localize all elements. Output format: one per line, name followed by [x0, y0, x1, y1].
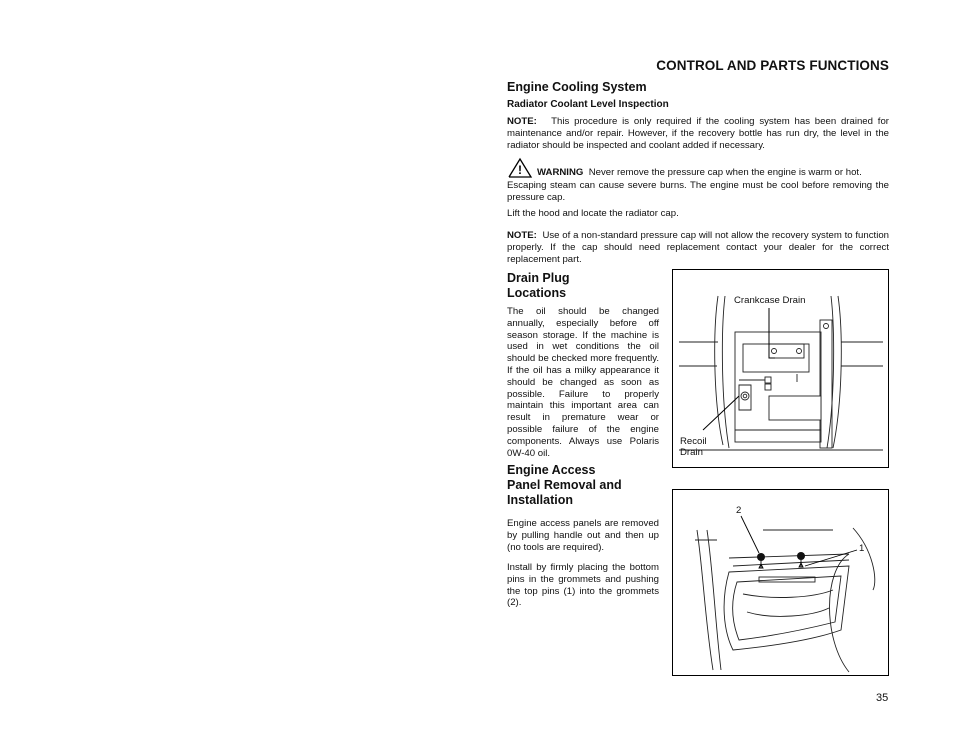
access-panel-drawing [673, 490, 888, 675]
access-heading [507, 463, 622, 508]
svg-text:!: ! [518, 163, 522, 177]
warning-text-rest: Escaping steam can cause severe burns. The engine must be cool before removing the pressure cap. [507, 180, 889, 203]
warning-text-line1: Never remove the pressure cap when the engine is warm or hot. [588, 167, 862, 178]
note1-text: This procedure is only required if the cooling system has been drained for maintenance and/or repair. However, if the recovery bottle has run dry, the level in the radiator should be inspected and coolant added if necessary. [507, 116, 889, 151]
drain-body: The oil should be changed annually, especially before off season storage. If the machine is used in wet conditions the oil should be checked more frequently. If the oil has a milky appearance it should be changed as soon as possible. Failure to properly maintain this important area can result in premature wear or possible failure of the engine components. Always use Polaris 0W-40 oil. [507, 306, 659, 459]
drain-figure [672, 269, 889, 468]
warning-triangle-icon [507, 157, 533, 179]
recoil-drain-label-line1: Recoil [680, 436, 707, 447]
callout-2: 2 [736, 505, 742, 516]
recoil-drain-label-line2: Drain [680, 447, 703, 458]
note2-label: NOTE: [507, 230, 537, 241]
access-para2: Install by firmly placing the bottom pins in the grommets and pushing the top pins (1) into the grommets (2). [507, 562, 659, 609]
cooling-heading: Engine Cooling System [507, 80, 647, 94]
note2-text: Use of a non-standard pressure cap will not allow the recovery system to function properly. If the cap should need replacement contact your dealer for the correct replacement part. [507, 230, 889, 265]
warning-label: WARNING [537, 167, 584, 178]
recoil-drain-label [680, 436, 707, 458]
access-para1: Engine access panels are removed by pulling handle out and then up (no tools are required). [507, 518, 659, 553]
page-number: 35 [876, 692, 889, 704]
note2-paragraph [507, 230, 889, 265]
note1-label: NOTE: [507, 116, 537, 127]
drain-heading [507, 271, 570, 301]
lift-hood-text: Lift the hood and locate the radiator cap. [507, 208, 679, 219]
drain-heading-line2: Locations [507, 286, 567, 300]
callout-1: 1 [859, 543, 865, 554]
access-heading-line2: Panel Removal and [507, 478, 622, 492]
section-title: CONTROL AND PARTS FUNCTIONS [656, 58, 889, 73]
note1-paragraph [507, 116, 889, 151]
cooling-subheading: Radiator Coolant Level Inspection [507, 99, 669, 110]
drain-heading-line1: Drain Plug [507, 271, 570, 285]
crankcase-drain-label: Crankcase Drain [734, 295, 806, 306]
access-heading-line1: Engine Access [507, 463, 596, 477]
access-panel-figure [672, 489, 889, 676]
access-heading-line3: Installation [507, 493, 573, 507]
warning-first-line [537, 167, 889, 179]
